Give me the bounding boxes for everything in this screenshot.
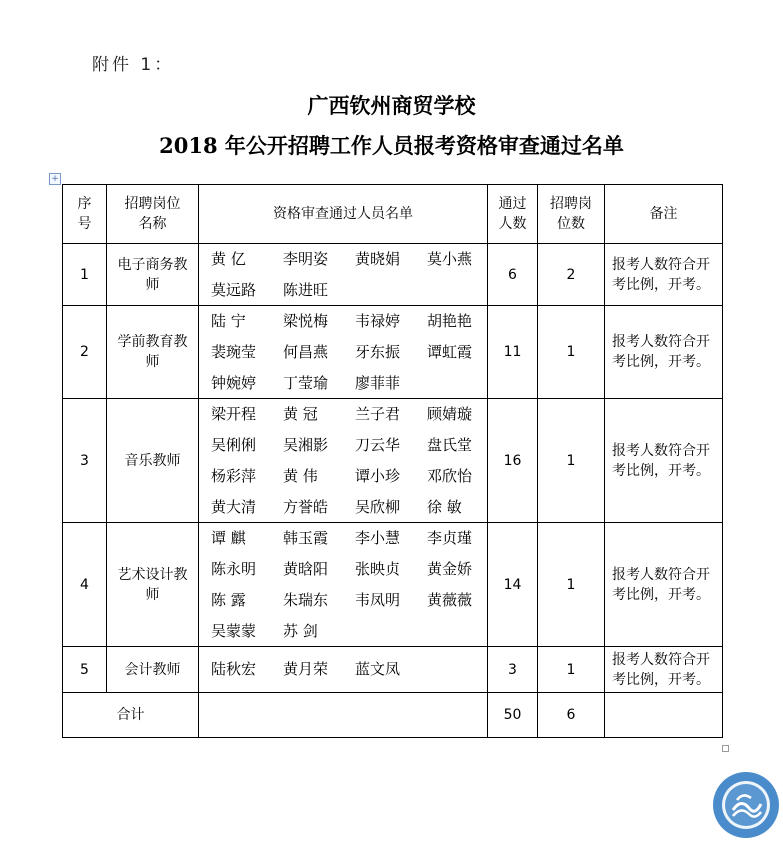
name-item: 牙东振 <box>355 342 401 361</box>
name-item: 谭虹霞 <box>427 342 473 361</box>
row-remarks: 报考人数符合开考比例，开考。 <box>605 647 723 693</box>
row-openings: 1 <box>538 399 605 523</box>
name-item: 黄薇薇 <box>427 590 473 609</box>
name-item: 兰子君 <box>355 404 401 423</box>
name-item: 陆秋宏 <box>211 660 257 678</box>
header-remarks: 备注 <box>605 185 723 244</box>
row-position: 学前教育教师 <box>107 306 199 399</box>
name-item: 韩玉霞 <box>283 528 329 547</box>
row-position: 音乐教师 <box>107 399 199 523</box>
name-item: 黄晓娟 <box>355 249 401 268</box>
move-handle-icon[interactable]: + <box>49 173 61 185</box>
header-names: 资格审查通过人员名单 <box>199 185 488 244</box>
total-row <box>63 693 723 738</box>
attachment-label: 附件 1： <box>92 55 175 75</box>
name-item: 陈永明 <box>211 559 257 578</box>
row-position: 会计教师 <box>107 647 199 693</box>
name-item: 陈进旺 <box>283 280 329 299</box>
name-item: 莫远路 <box>211 280 257 299</box>
table-row <box>63 244 723 306</box>
name-item: 谭 麒 <box>211 528 246 547</box>
row-seq: 2 <box>63 306 107 399</box>
name-item: 李贞瑾 <box>427 528 473 547</box>
name-item: 梁开程 <box>211 404 257 423</box>
name-item: 邓欣怡 <box>427 466 473 485</box>
name-item: 李明姿 <box>283 249 329 268</box>
name-item: 黄大清 <box>211 497 257 516</box>
school-seal-icon <box>711 770 781 840</box>
name-item: 莫小燕 <box>427 249 473 268</box>
row-seq: 3 <box>63 399 107 523</box>
row-passed: 3 <box>488 647 538 693</box>
name-item: 徐 敏 <box>427 497 462 516</box>
name-item: 蓝文凤 <box>355 660 401 678</box>
row-remarks: 报考人数符合开考比例，开考。 <box>605 399 723 523</box>
row-remarks: 报考人数符合开考比例，开考。 <box>605 244 723 306</box>
table-row <box>63 399 723 523</box>
name-item: 朱瑞东 <box>283 590 329 609</box>
name-item: 黄 伟 <box>283 466 318 485</box>
name-item: 韦凤明 <box>355 590 401 609</box>
row-names <box>199 244 488 306</box>
row-passed: 6 <box>488 244 538 306</box>
name-item: 黄金娇 <box>427 559 473 578</box>
row-openings: 1 <box>538 306 605 399</box>
name-item: 方誉皓 <box>283 497 329 516</box>
name-item: 刀云华 <box>355 435 401 454</box>
table-row <box>63 523 723 647</box>
table-row <box>63 306 723 399</box>
name-item: 韦禄婷 <box>355 311 401 330</box>
name-item: 顾婧璇 <box>427 404 473 423</box>
row-position: 电子商务教师 <box>107 244 199 306</box>
name-item: 黄 亿 <box>211 249 246 268</box>
row-names <box>199 306 488 399</box>
name-item: 陈 露 <box>211 590 246 609</box>
name-item: 钟婉婷 <box>211 373 257 392</box>
row-names <box>199 399 488 523</box>
header-seq: 序号 <box>63 185 107 244</box>
name-item: 李小慧 <box>355 528 401 547</box>
name-item: 廖菲菲 <box>355 373 401 392</box>
name-item: 黄 冠 <box>283 404 318 423</box>
row-openings: 1 <box>538 647 605 693</box>
row-remarks: 报考人数符合开考比例，开考。 <box>605 306 723 399</box>
row-position: 艺术设计教师 <box>107 523 199 647</box>
row-openings: 1 <box>538 523 605 647</box>
name-item: 苏 剑 <box>283 621 318 640</box>
name-item: 胡艳艳 <box>427 311 473 330</box>
document-subtitle: 2018 年公开招聘工作人员报考资格审查通过名单 <box>159 133 624 158</box>
name-item: 杨彩萍 <box>211 466 257 485</box>
name-item: 黄晗阳 <box>283 559 329 578</box>
row-passed: 11 <box>488 306 538 399</box>
row-seq: 1 <box>63 244 107 306</box>
name-item: 谭小珍 <box>355 466 401 485</box>
name-item: 张映贞 <box>355 559 401 578</box>
row-remarks: 报考人数符合开考比例，开考。 <box>605 523 723 647</box>
total-label: 合计 <box>63 693 199 738</box>
row-openings: 2 <box>538 244 605 306</box>
name-item: 吴俐俐 <box>211 435 257 454</box>
header-position: 招聘岗位名称 <box>107 185 199 244</box>
table-resize-handle[interactable] <box>722 745 729 752</box>
row-seq: 5 <box>63 647 107 693</box>
name-item: 何昌燕 <box>283 342 329 361</box>
total-remarks-empty <box>605 693 723 738</box>
row-passed: 14 <box>488 523 538 647</box>
document-title: 广西钦州商贸学校 <box>307 93 476 118</box>
row-passed: 16 <box>488 399 538 523</box>
name-item: 吴湘影 <box>283 435 329 454</box>
name-item: 黄月荣 <box>283 660 329 678</box>
name-item: 盘氏堂 <box>427 435 473 454</box>
table-row <box>63 647 723 693</box>
name-item: 梁悦梅 <box>283 311 329 330</box>
total-openings: 6 <box>538 693 605 738</box>
row-names <box>199 523 488 647</box>
name-item: 陆 宁 <box>211 311 246 330</box>
total-names-empty <box>199 693 488 738</box>
name-item: 吴欣柳 <box>355 497 401 516</box>
total-passed: 50 <box>488 693 538 738</box>
name-item: 裴琬莹 <box>211 342 257 361</box>
row-names <box>199 647 488 693</box>
row-seq: 4 <box>63 523 107 647</box>
header-openings: 招聘岗位数 <box>538 185 605 244</box>
header-row <box>63 185 723 244</box>
name-item: 吴蒙蒙 <box>211 621 257 640</box>
header-passed: 通过人数 <box>488 185 538 244</box>
name-item: 丁莹瑜 <box>283 373 329 392</box>
roster-table <box>62 184 723 738</box>
